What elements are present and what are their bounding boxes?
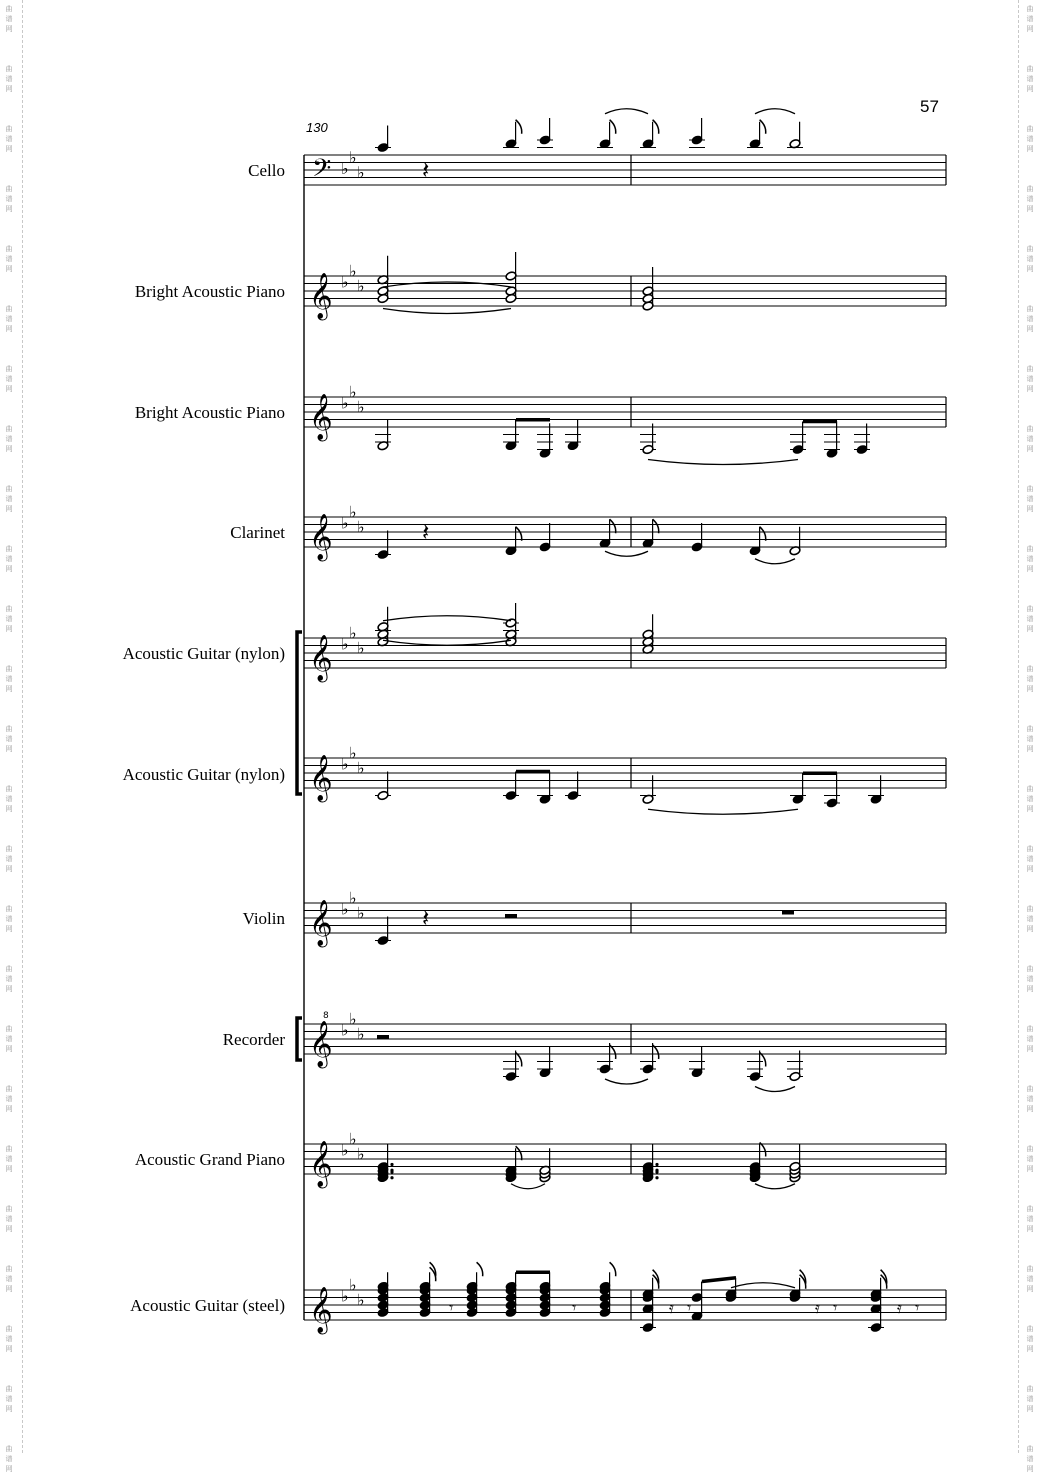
half-rest <box>377 1035 389 1039</box>
watermark-glyph: 谱 <box>5 795 13 803</box>
watermark-glyph: 网 <box>1026 745 1034 753</box>
watermark-glyph: 网 <box>1026 1165 1034 1173</box>
note-flag <box>653 1045 659 1059</box>
watermark-glyph: 网 <box>1026 625 1034 633</box>
watermark-glyph: 曲 <box>1026 1445 1034 1453</box>
watermark-glyph: 网 <box>5 25 13 33</box>
tie <box>731 1283 795 1288</box>
watermark-glyph: 网 <box>5 325 13 333</box>
eighth-rest: 𝄾 <box>833 1297 838 1317</box>
note-flag <box>516 1053 522 1067</box>
treble-clef-icon: 𝄞 <box>309 1021 333 1067</box>
watermark-glyph: 曲 <box>1026 125 1034 133</box>
sixteenth-rest: 𝄿 <box>669 1297 674 1317</box>
tie <box>511 1184 545 1189</box>
watermark-glyph: 曲 <box>5 485 13 493</box>
watermark-glyph: 曲 <box>5 1445 13 1453</box>
key-flat-icon: ♭ <box>357 903 365 923</box>
treble-clef-icon: 𝄞 <box>309 635 333 681</box>
watermark-glyph: 网 <box>1026 565 1034 573</box>
note-flag <box>760 1053 766 1067</box>
watermark-glyph: 曲 <box>1026 1265 1034 1273</box>
watermark-glyph: 谱 <box>1026 1155 1034 1163</box>
eighth-rest: 𝄾 <box>572 1297 577 1317</box>
watermark-glyph: 谱 <box>1026 855 1034 863</box>
watermark-glyph: 曲 <box>5 305 13 313</box>
watermark-glyph: 网 <box>1026 85 1034 93</box>
key-flat-icon: ♭ <box>341 513 349 533</box>
tie <box>383 282 511 287</box>
watermark-glyph: 谱 <box>5 135 13 143</box>
watermark-glyph: 网 <box>5 985 13 993</box>
watermark-glyph: 曲 <box>5 1025 13 1033</box>
key-flat-icon: ♭ <box>357 162 365 182</box>
watermark-glyph: 谱 <box>5 1035 13 1043</box>
quarter-rest: 𝄽 <box>422 904 430 932</box>
note-flag <box>610 1262 616 1276</box>
watermark-glyph: 网 <box>5 805 13 813</box>
staff-label-recorder: Recorder <box>222 1030 285 1049</box>
whole-rest <box>782 911 794 915</box>
watermark-glyph: 谱 <box>1026 255 1034 263</box>
watermark-glyph: 网 <box>5 1285 13 1293</box>
key-flat-icon: ♭ <box>357 1024 365 1044</box>
augmentation-dot <box>390 1169 393 1172</box>
watermark-glyph: 曲 <box>5 785 13 793</box>
watermark-glyph: 谱 <box>1026 735 1034 743</box>
augmentation-dot <box>655 1169 658 1172</box>
tie <box>605 551 648 556</box>
watermark-glyph: 谱 <box>1026 795 1034 803</box>
bracket-nylon-guitars <box>297 632 302 794</box>
watermark-glyph: 网 <box>5 625 13 633</box>
key-flat-icon: ♭ <box>349 382 357 402</box>
watermark-glyph: 曲 <box>5 545 13 553</box>
watermark-glyph: 曲 <box>1026 1025 1034 1033</box>
watermark-glyph: 曲 <box>5 5 13 13</box>
watermark-glyph: 曲 <box>5 1205 13 1213</box>
note-flag <box>516 120 522 134</box>
watermark-glyph: 谱 <box>5 675 13 683</box>
note-flag <box>760 1143 766 1157</box>
note-beam <box>702 1278 736 1282</box>
augmentation-dot <box>390 1176 393 1179</box>
watermark-glyph: 曲 <box>5 1385 13 1393</box>
watermark-glyph: 网 <box>5 85 13 93</box>
watermark-glyph: 网 <box>5 205 13 213</box>
watermark-glyph: 网 <box>1026 1405 1034 1413</box>
watermark-glyph: 网 <box>1026 1285 1034 1293</box>
eighth-rest: 𝄾 <box>449 1297 454 1317</box>
watermark-glyph: 曲 <box>5 725 13 733</box>
watermark-glyph: 网 <box>1026 1345 1034 1353</box>
tie <box>605 109 648 114</box>
watermark-glyph: 谱 <box>5 1215 13 1223</box>
watermark-glyph: 曲 <box>1026 1325 1034 1333</box>
watermark-glyph: 曲 <box>1026 5 1034 13</box>
watermark-glyph: 网 <box>1026 505 1034 513</box>
sixteenth-rest: 𝄿 <box>815 1297 820 1317</box>
watermark-glyph: 网 <box>5 1465 13 1473</box>
watermark-glyph: 曲 <box>1026 1145 1034 1153</box>
watermark-glyph: 谱 <box>1026 1395 1034 1403</box>
watermark-glyph: 网 <box>5 745 13 753</box>
watermark-glyph: 谱 <box>1026 975 1034 983</box>
watermark-glyph: 曲 <box>1026 665 1034 673</box>
watermark-glyph: 谱 <box>1026 675 1034 683</box>
key-flat-icon: ♭ <box>341 634 349 654</box>
watermark-glyph: 网 <box>1026 205 1034 213</box>
key-flat-icon: ♭ <box>357 638 365 658</box>
watermark-glyph: 曲 <box>5 1265 13 1273</box>
tie <box>383 309 511 314</box>
tie <box>648 809 798 814</box>
watermark-glyph: 谱 <box>5 735 13 743</box>
watermark-glyph: 曲 <box>5 965 13 973</box>
watermark-glyph: 曲 <box>1026 425 1034 433</box>
watermark-glyph: 谱 <box>5 855 13 863</box>
watermark-glyph: 谱 <box>5 495 13 503</box>
key-flat-icon: ♭ <box>341 754 349 774</box>
watermark-glyph: 网 <box>1026 145 1034 153</box>
note-flag <box>760 527 766 541</box>
key-flat-icon: ♭ <box>341 1286 349 1306</box>
watermark-glyph: 曲 <box>1026 845 1034 853</box>
watermark-glyph: 曲 <box>5 125 13 133</box>
sixteenth-rest: 𝄿 <box>897 1297 902 1317</box>
watermark-glyph: 曲 <box>5 905 13 913</box>
watermark-glyph: 网 <box>1026 385 1034 393</box>
watermark-glyph: 网 <box>5 1225 13 1233</box>
watermark-glyph: 网 <box>5 925 13 933</box>
watermark-glyph: 网 <box>5 865 13 873</box>
key-flat-icon: ♭ <box>349 261 357 281</box>
augmentation-dot <box>390 1163 393 1166</box>
treble-clef-icon: 𝄞 <box>309 273 333 319</box>
watermark-glyph: 谱 <box>5 1455 13 1463</box>
watermark-glyph: 网 <box>5 1405 13 1413</box>
staff-label-bright-piano-1: Bright Acoustic Piano <box>134 282 285 301</box>
key-flat-icon: ♭ <box>357 276 365 296</box>
treble-clef-icon: 𝄞 <box>309 514 333 560</box>
key-flat-icon: ♭ <box>349 1129 357 1149</box>
watermark-glyph: 曲 <box>1026 185 1034 193</box>
watermark-glyph: 网 <box>5 145 13 153</box>
note-flag <box>653 519 659 533</box>
key-flat-icon: ♭ <box>357 397 365 417</box>
staff-label-bright-piano-2: Bright Acoustic Piano <box>134 403 285 422</box>
tie <box>383 640 511 645</box>
watermark-glyph: 网 <box>5 1165 13 1173</box>
tie <box>383 616 511 621</box>
watermark-glyph: 谱 <box>5 1275 13 1283</box>
quarter-rest: 𝄽 <box>422 156 430 184</box>
augmentation-dot <box>655 1163 658 1166</box>
watermark-glyph: 网 <box>1026 1465 1034 1473</box>
watermark-glyph: 谱 <box>1026 75 1034 83</box>
key-flat-icon: ♭ <box>357 517 365 537</box>
staff-label-grand-piano: Acoustic Grand Piano <box>134 1150 285 1169</box>
watermark-glyph: 网 <box>5 565 13 573</box>
watermark-glyph: 曲 <box>1026 305 1034 313</box>
tie <box>755 1087 795 1092</box>
note-flag <box>477 1262 483 1276</box>
staff-label-violin: Violin <box>242 909 285 928</box>
watermark-glyph: 曲 <box>1026 785 1034 793</box>
treble-clef-icon: 𝄞 <box>309 394 333 440</box>
watermark-glyph: 曲 <box>5 1145 13 1153</box>
watermark-glyph: 网 <box>5 385 13 393</box>
watermark-glyph: 谱 <box>1026 1035 1034 1043</box>
eighth-rest: 𝄾 <box>687 1297 692 1317</box>
watermark-glyph: 曲 <box>1026 1205 1034 1213</box>
watermark-glyph: 谱 <box>5 1335 13 1343</box>
watermark-glyph: 谱 <box>1026 435 1034 443</box>
watermark-glyph: 网 <box>5 1345 13 1353</box>
watermark-glyph: 网 <box>5 1105 13 1113</box>
half-rest <box>505 914 517 918</box>
watermark-glyph: 谱 <box>5 315 13 323</box>
watermark-glyph: 曲 <box>5 425 13 433</box>
note-flag <box>760 120 766 134</box>
watermark-glyph: 谱 <box>5 555 13 563</box>
tie <box>755 1184 795 1189</box>
watermark-glyph: 曲 <box>1026 1085 1034 1093</box>
watermark-glyph: 曲 <box>5 845 13 853</box>
watermark-glyph: 网 <box>1026 445 1034 453</box>
watermark-glyph: 谱 <box>1026 195 1034 203</box>
note-flag <box>516 1146 522 1160</box>
key-flat-icon: ♭ <box>341 393 349 413</box>
watermark-glyph: 谱 <box>5 615 13 623</box>
augmentation-dot <box>655 1176 658 1179</box>
key-flat-icon: ♭ <box>349 743 357 763</box>
watermark-glyph: 曲 <box>5 1325 13 1333</box>
key-flat-icon: ♭ <box>349 147 357 167</box>
watermark-glyph: 网 <box>1026 805 1034 813</box>
treble-clef-icon: 𝄞 <box>309 1141 333 1187</box>
watermark-glyph: 谱 <box>5 75 13 83</box>
eighth-rest: 𝄾 <box>915 1297 920 1317</box>
treble-clef-icon: 𝄞 <box>309 1287 333 1333</box>
octave-mark: 8 <box>323 1011 329 1021</box>
watermark-glyph: 谱 <box>5 915 13 923</box>
watermark-glyph: 谱 <box>1026 555 1034 563</box>
watermark-glyph: 曲 <box>1026 605 1034 613</box>
quarter-rest: 𝄽 <box>422 518 430 546</box>
watermark-glyph: 网 <box>1026 1105 1034 1113</box>
watermark-glyph: 网 <box>5 685 13 693</box>
tie <box>605 1079 648 1084</box>
watermark-glyph: 网 <box>1026 865 1034 873</box>
bracket-recorder <box>297 1018 302 1060</box>
key-flat-icon: ♭ <box>341 1140 349 1160</box>
key-flat-icon: ♭ <box>341 899 349 919</box>
watermark-glyph: 曲 <box>5 185 13 193</box>
note-flag <box>516 527 522 541</box>
watermark-glyph: 曲 <box>5 665 13 673</box>
staff-label-steel-guitar: Acoustic Guitar (steel) <box>130 1296 285 1315</box>
watermark-glyph: 谱 <box>5 15 13 23</box>
watermark-glyph: 曲 <box>1026 545 1034 553</box>
key-flat-icon: ♭ <box>349 1275 357 1295</box>
watermark-glyph: 谱 <box>1026 1095 1034 1103</box>
watermark-glyph: 曲 <box>5 1085 13 1093</box>
watermark-glyph: 谱 <box>1026 915 1034 923</box>
page-number: 57 <box>920 97 939 116</box>
watermark-glyph: 网 <box>5 445 13 453</box>
watermark-glyph: 谱 <box>5 975 13 983</box>
key-flat-icon: ♭ <box>349 888 357 908</box>
tie <box>755 559 795 564</box>
watermark-glyph: 谱 <box>5 195 13 203</box>
watermark-glyph: 曲 <box>5 605 13 613</box>
key-flat-icon: ♭ <box>349 1009 357 1029</box>
watermark-glyph: 网 <box>5 505 13 513</box>
key-flat-icon: ♭ <box>357 758 365 778</box>
treble-clef-icon: 𝄞 <box>309 755 333 801</box>
tempo-mark: 130 <box>306 120 328 135</box>
watermark-glyph: 谱 <box>1026 1215 1034 1223</box>
watermark-glyph: 谱 <box>1026 1455 1034 1463</box>
watermark-glyph: 谱 <box>1026 1275 1034 1283</box>
note-flag <box>610 519 616 533</box>
note-flag <box>610 120 616 134</box>
watermark-glyph: 网 <box>1026 265 1034 273</box>
watermark-glyph: 网 <box>1026 1045 1034 1053</box>
treble-clef-icon: 𝄞 <box>309 900 333 946</box>
watermark-glyph: 谱 <box>5 1095 13 1103</box>
watermark-glyph: 网 <box>5 1045 13 1053</box>
key-flat-icon: ♭ <box>357 1144 365 1164</box>
key-flat-icon: ♭ <box>341 159 349 178</box>
watermark-glyph: 谱 <box>1026 15 1034 23</box>
staff-label-nylon-guitar-2: Acoustic Guitar (nylon) <box>122 765 285 784</box>
watermark-glyph: 曲 <box>5 365 13 373</box>
watermark-glyph: 曲 <box>1026 965 1034 973</box>
watermark-glyph: 曲 <box>1026 725 1034 733</box>
watermark-glyph: 曲 <box>1026 905 1034 913</box>
tie <box>648 460 798 465</box>
note-flag <box>610 1045 616 1059</box>
watermark-glyph: 谱 <box>5 1395 13 1403</box>
watermark-glyph: 曲 <box>1026 65 1034 73</box>
key-flat-icon: ♭ <box>341 272 349 292</box>
staff-label-nylon-guitar-1: Acoustic Guitar (nylon) <box>122 644 285 663</box>
watermark-glyph: 谱 <box>5 1155 13 1163</box>
watermark-glyph: 谱 <box>1026 135 1034 143</box>
watermark-glyph: 谱 <box>1026 615 1034 623</box>
watermark-glyph: 网 <box>1026 325 1034 333</box>
key-flat-icon: ♭ <box>349 502 357 522</box>
watermark-glyph: 网 <box>1026 925 1034 933</box>
watermark-glyph: 谱 <box>1026 495 1034 503</box>
watermark-glyph: 曲 <box>1026 1385 1034 1393</box>
bass-clef-icon: 𝄢 <box>312 154 332 189</box>
watermark-glyph: 网 <box>1026 685 1034 693</box>
watermark-glyph: 谱 <box>1026 1335 1034 1343</box>
key-flat-icon: ♭ <box>349 623 357 643</box>
watermark-glyph: 网 <box>1026 985 1034 993</box>
note-flag <box>653 120 659 134</box>
watermark-glyph: 曲 <box>1026 485 1034 493</box>
watermark-glyph: 谱 <box>5 375 13 383</box>
watermark-glyph: 谱 <box>5 255 13 263</box>
watermark-glyph: 网 <box>1026 25 1034 33</box>
staff-label-clarinet: Clarinet <box>230 523 285 542</box>
watermark-glyph: 曲 <box>5 245 13 253</box>
watermark-glyph: 曲 <box>5 65 13 73</box>
watermark-glyph: 网 <box>1026 1225 1034 1233</box>
watermark-glyph: 谱 <box>1026 375 1034 383</box>
watermark-glyph: 曲 <box>1026 365 1034 373</box>
watermark-glyph: 网 <box>5 265 13 273</box>
watermark-glyph: 谱 <box>1026 315 1034 323</box>
key-flat-icon: ♭ <box>341 1020 349 1040</box>
key-flat-icon: ♭ <box>357 1290 365 1310</box>
watermark-glyph: 曲 <box>1026 245 1034 253</box>
staff-label-cello: Cello <box>248 161 285 180</box>
watermark-glyph: 谱 <box>5 435 13 443</box>
tie <box>755 109 795 114</box>
